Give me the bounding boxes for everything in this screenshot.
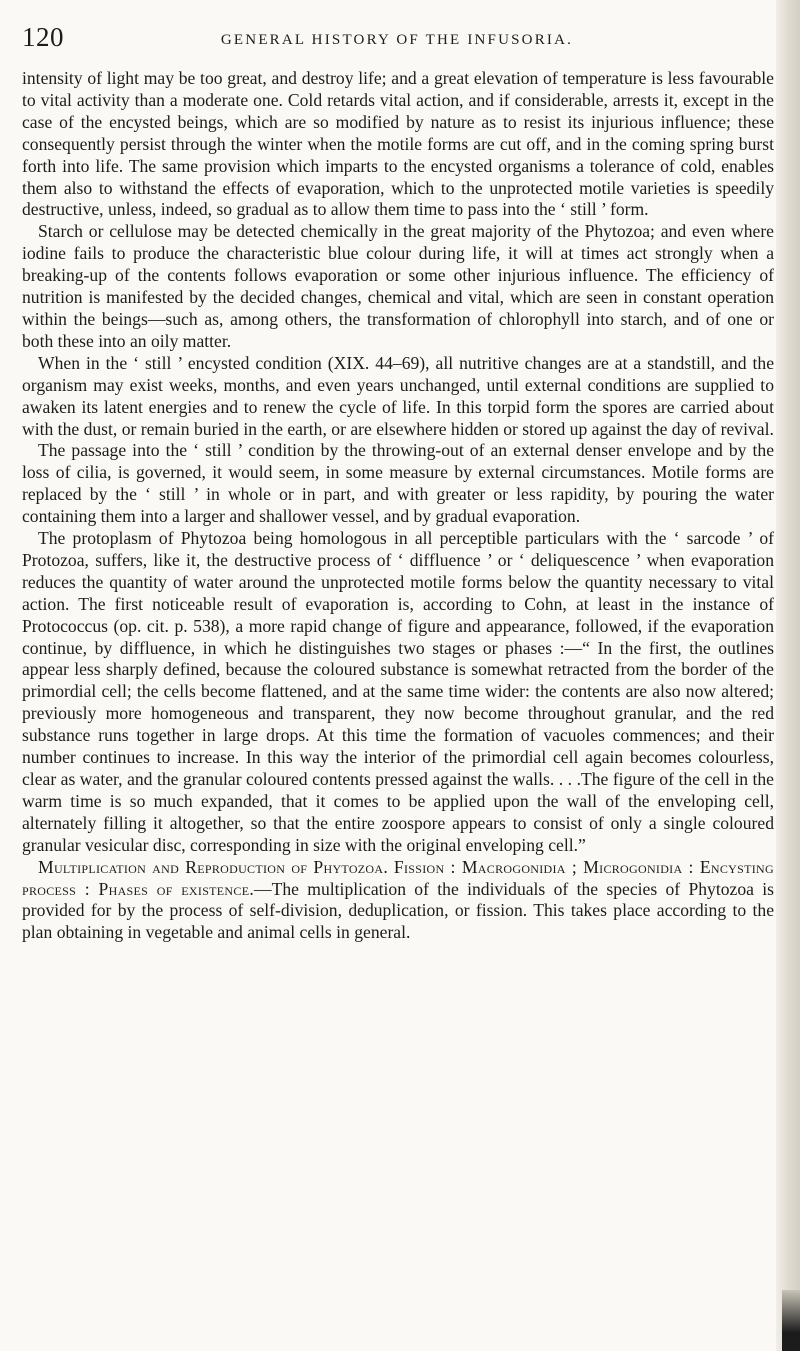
page-edge-corner <box>782 1290 800 1351</box>
paragraph-still-condition: When in the ‘ still ’ encysted condition (XIX. 44–69), all nutritive changes are at a standstill, and the organism may exist weeks, months, and even years unchanged, until external conditions are supplied to awaken its latent energies and to renew the cycle of life. In this torpid form the spores are carried about with the dust, or remain buried in the earth, or are elsewhere hidden or stored up against the day of revival. <box>22 352 774 439</box>
section-text: —The multiplication of the individuals of the species of Phytozoa is provided for by the process of self-division, deduplication, or fission. This takes place according to the plan obtaining in vegetable and animal cells in general. <box>22 878 774 943</box>
section-subheading: Fission : Macrogonidia ; Microgonidia : Encysting process : Phases of existence. <box>22 856 774 899</box>
paragraph-multiplication <box>22 857 774 945</box>
paragraph-passage: The passage into the ‘ still ’ condition by the throwing-out of an external denser envelope and by the loss of cilia, is governed, it would seem, in some measure by external circumstances. Motile forms are replaced by the ‘ still ’ in whole or in part, and with greater or less rapidity, by pouring the water containing them into a larger and shallower vessel, and by gradual evaporation. <box>22 440 774 527</box>
paragraph-starch: Starch or cellulose may be detected chemically in the great majority of the Phytozoa; and even where iodine fails to produce the characteristic blue colour during life, it will at times act strongly when a breaking-up of the contents follows evaporation or some other injurious influence. The efficiency of nutrition is manifested by the decided changes, chemical and vital, which are seen in constant operation within the beings—such as, among others, the transformation of chlorophyll into starch, and of one or both these into an oily matter. <box>22 221 774 351</box>
page-header <box>22 22 772 62</box>
page-number: 120 <box>22 22 64 52</box>
page-edge-shadow <box>776 0 800 1351</box>
section-heading: Multiplication and Reproduction of Phytozoa. <box>38 856 389 877</box>
paragraph-protoplasm: The protoplasm of Phytozoa being homologous in all perceptible particulars with the ‘ sarcode ’ of Protozoa, suffers, like it, the destructive process of ‘ diffluence ’ or ‘ deliquescence ’ when evaporation reduces the quantity of water around the unprotected motile forms below the quantity necessary to vital action. The first noticeable result of evaporation is, according to Cohn, at least in the instance of Protococcus (op. cit. p. 538), a more rapid change of figure and appearance, followed, if the evaporation continue, by diffluence, in which he distinguishes two stages or phases :—“ In the first, the outlines appear less sharply defined, because the coloured substance is somewhat retracted from the border of the primordial cell; the cells become flattened, and at the same time wider: the contents are also now altered; previously more homogeneous and transparent, they now become throughout granular, and the red substance runs together in large drops. At this time the formation of vacuoles commences; and their number continues to increase. In this way the interior of the primordial cell again becomes colourless, clear as water, and the granular coloured contents pressed against the walls. . . .The figure of the cell in the warm time is so much expanded, that it comes to be applied upon the wall of the enveloping cell, alternately filling it altogether, so that the entire zoospore appears to consist of only a single coloured granular vesicular disc, corresponding in size with the original enveloping cell.” <box>22 528 774 855</box>
running-title: GENERAL HISTORY OF THE INFUSORIA. <box>220 32 574 48</box>
body-text <box>22 68 774 944</box>
paragraph-intensity: intensity of light may be too great, and destroy life; and a great elevation of temperature is less favourable to vital activity than a moderate one. Cold retards vital action, and if considerable, arrests it, except in the case of the encysted beings, which are so modified by nature as to resist its injurious influence; these consequently persist through the winter when the motile forms are cut off, and in the coming spring burst forth into life. The same provision which imparts to the encysted organisms a tolerance of cold, enables them also to withstand the effects of evaporation, which to the unprotected motile varieties is speedily destructive, unless, indeed, so gradual as to allow them time to pass into the ‘ still ’ form. <box>22 68 774 220</box>
